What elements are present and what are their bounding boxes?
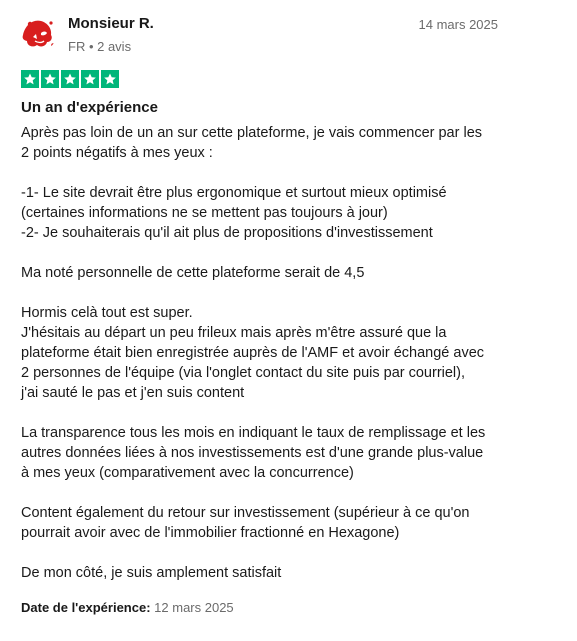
review-body bbox=[21, 123, 521, 583]
review-text-line: J'hésitais au départ un peu frileux mais après m'être assuré que la bbox=[21, 325, 447, 341]
review-text-line: 2 personnes de l'équipe (via l'onglet contact du site puis par courriel), bbox=[21, 365, 466, 381]
star-icon bbox=[101, 70, 119, 88]
paragraph-gap bbox=[21, 483, 521, 503]
paragraph-gap bbox=[21, 403, 521, 423]
red-splash-avatar-icon[interactable] bbox=[21, 15, 57, 51]
review-title: Un an d'expérience bbox=[21, 99, 158, 116]
paragraph-gap bbox=[21, 163, 521, 183]
star-icon bbox=[21, 70, 39, 88]
experience-date-value: 12 mars 2025 bbox=[154, 600, 234, 615]
review-date: 14 mars 2025 bbox=[418, 17, 498, 32]
review-text-line: Ma noté personnelle de cette plateforme serait de 4,5 bbox=[21, 265, 365, 281]
paragraph-gap bbox=[21, 543, 521, 563]
paragraph-gap bbox=[21, 283, 521, 303]
review-text-line: -1- Le site devrait être plus ergonomique et surtout mieux optimisé bbox=[21, 185, 447, 201]
reviewer-name[interactable]: Monsieur R. bbox=[68, 15, 154, 32]
review-text-line: La transparence tous les mois en indiquant le taux de remplissage et les bbox=[21, 425, 486, 441]
review-text-line: Après pas loin de un an sur cette plateforme, je vais commencer par les bbox=[21, 125, 483, 141]
review-text-line: (certaines informations ne se mettent pas toujours à jour) bbox=[21, 205, 388, 221]
review-text-line: De mon côté, je suis amplement satisfait bbox=[21, 565, 282, 581]
review-text-line: plateforme était bien enregistrée auprès de l'AMF et avoir échangé avec bbox=[21, 345, 485, 361]
experience-date-label: Date de l'expérience: bbox=[21, 600, 151, 615]
review-text-line: 2 points négatifs à mes yeux : bbox=[21, 145, 213, 161]
review-text-line: Content également du retour sur investissement (supérieur à ce qu'on bbox=[21, 505, 470, 521]
star-rating bbox=[21, 70, 119, 88]
review-text-line: Hormis celà tout est super. bbox=[21, 305, 193, 321]
reviewer-meta: FR • 2 avis bbox=[68, 39, 132, 54]
review-text-line: j'ai sauté le pas et j'en suis content bbox=[21, 385, 245, 401]
experience-date bbox=[21, 600, 234, 615]
paragraph-gap bbox=[21, 243, 521, 263]
star-icon bbox=[41, 70, 59, 88]
star-icon bbox=[81, 70, 99, 88]
review-text-line: -2- Je souhaiterais qu'il ait plus de propositions d'investissement bbox=[21, 225, 433, 241]
review-text-line: autres données liées à nos investissements est d'une grande plus-value bbox=[21, 445, 484, 461]
review-text-line: à mes yeux (comparativement avec la concurrence) bbox=[21, 465, 354, 481]
star-icon bbox=[61, 70, 79, 88]
review-text-line: pourrait avoir avec de l'immobilier fractionné en Hexagone) bbox=[21, 525, 400, 541]
